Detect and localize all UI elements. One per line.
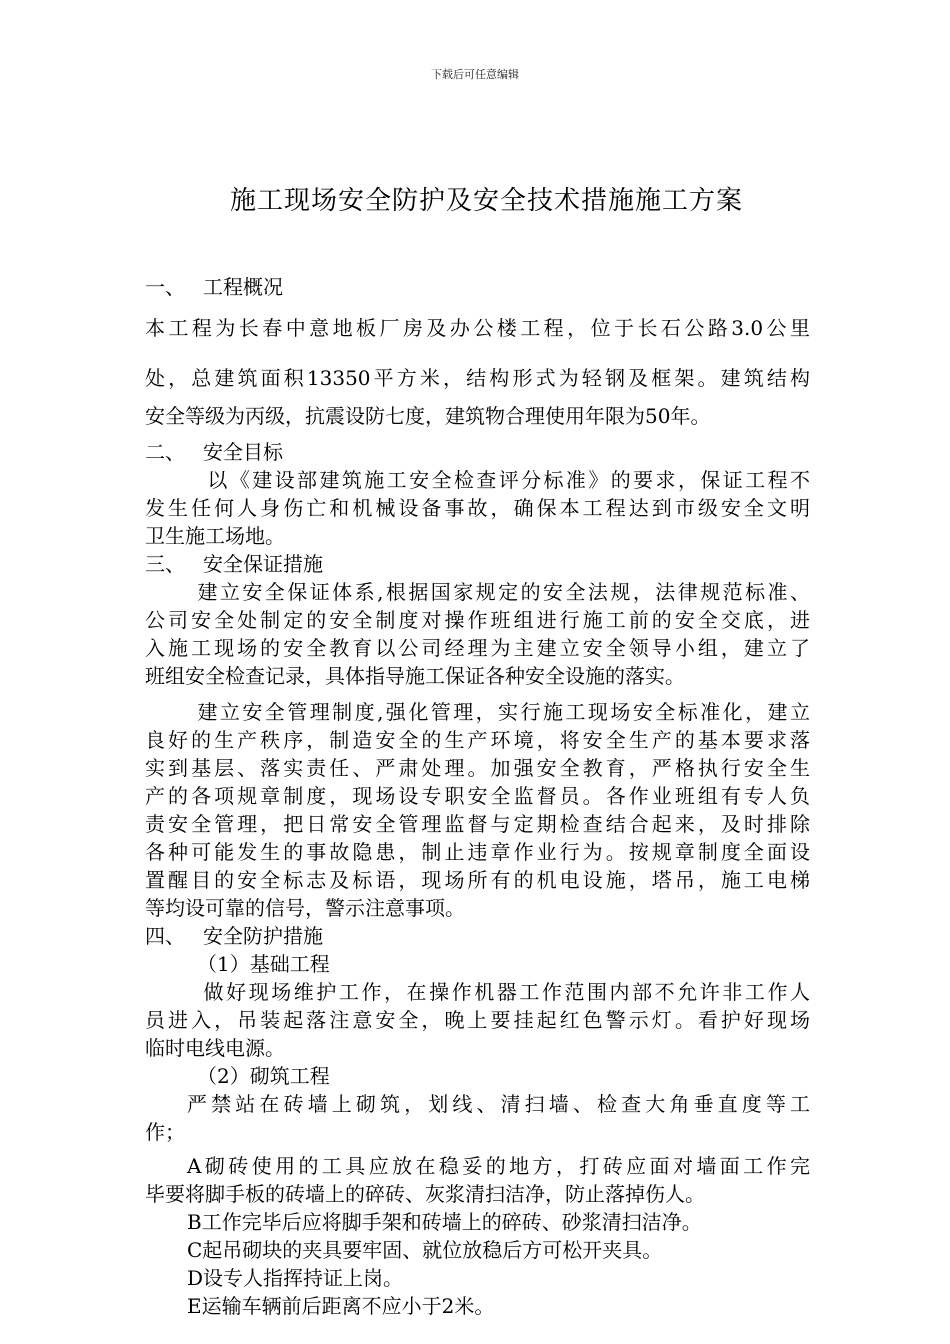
section-number: 二、 — [145, 440, 185, 464]
paragraph-line: 严禁站在砖墙上砌筑，划线、清扫墙、检查大角垂直度等工 — [187, 1092, 810, 1116]
paragraph-line: 等均设可靠的信号，警示注意事项。 — [145, 896, 465, 920]
list-item-e: E运输车辆前后距离不应小于2米。 — [187, 1294, 495, 1318]
section-number: 四、 — [145, 924, 185, 948]
paragraph-line: 产的各项规章制度，现场设专职安全监督员。各作业班组有专人负 — [145, 784, 810, 808]
paragraph-line: 本工程为长春中意地板厂房及办公楼工程，位于长石公路3.0公里 — [145, 316, 810, 340]
document-body — [145, 272, 810, 1320]
subsection-heading: （1）基础工程 — [197, 952, 330, 976]
paragraph-line: 卫生施工场地。 — [145, 524, 285, 548]
section-heading-3 — [145, 550, 810, 578]
paragraph-line: 建立安全保证体系,根据国家规定的安全法规，法律规范标准、 — [175, 580, 810, 604]
paragraph-line: 良好的生产秩序，制造安全的生产环境，将安全生产的基本要求落 — [145, 728, 810, 752]
list-item-c: C起吊砌块的夹具要牢固、就位放稳后方可松开夹具。 — [187, 1238, 663, 1262]
subsection-heading: （2）砌筑工程 — [197, 1064, 330, 1088]
paragraph-line: 入施工现场的安全教育以公司经理为主建立安全领导小组，建立了 — [145, 636, 810, 660]
section-number: 三、 — [145, 552, 185, 576]
paragraph-line: 实到基层、落实责任、严肃处理。加强安全教育，严格执行安全生 — [145, 756, 810, 780]
list-item-a-cont: 毕要将脚手板的砖墙上的碎砖、灰浆清扫洁净，防止落掉伤人。 — [145, 1182, 705, 1206]
section-title: 安全防护措施 — [203, 924, 323, 948]
paragraph-line: 作； — [145, 1120, 185, 1144]
paragraph-line: 置醒目的安全标志及标语，现场所有的机电设施，塔吊，施工电梯 — [145, 868, 810, 892]
paragraph-line: 发生任何人身伤亡和机械设备事故，确保本工程达到市级安全文明 — [145, 496, 810, 520]
paragraph-line: 各种可能发生的事故隐患，制止违章作业行为。按规章制度全面设 — [145, 840, 810, 864]
paragraph-line: 处，总建筑面积13350平方米，结构形式为轻钢及框架。建筑结构 — [145, 366, 810, 390]
section-heading-1 — [145, 272, 810, 302]
paragraph-line: 以《建设部建筑施工安全检查评分标准》的要求，保证工程不 — [185, 468, 810, 492]
section-title: 安全保证措施 — [203, 552, 323, 576]
paragraph-line: 安全等级为丙级，抗震设防七度，建筑物合理使用年限为50年。 — [145, 404, 711, 428]
section-title: 工程概况 — [203, 275, 283, 299]
paragraph-line: 班组安全检查记录，具体指导施工保证各种安全设施的落实。 — [145, 664, 685, 688]
list-item-d: D设专人指挥持证上岗。 — [187, 1266, 404, 1290]
list-item-b: B工作完毕后应将脚手架和砖墙上的碎砖、砂浆清扫洁净。 — [187, 1210, 702, 1234]
paragraph-line: 员进入，吊装起落注意安全，晚上要挂起红色警示灯。看护好现场 — [145, 1008, 810, 1032]
section-heading-2 — [145, 438, 810, 466]
paragraph-line: 建立安全管理制度,强化管理，实行施工现场安全标准化，建立 — [175, 700, 810, 724]
section-heading-4 — [145, 922, 810, 950]
document-title: 施工现场安全防护及安全技术措施施工方案 — [230, 186, 744, 216]
paragraph-line: 公司安全处制定的安全制度对操作班组进行施工前的安全交底，进 — [145, 608, 810, 632]
paragraph-line: 责安全管理，把日常安全管理监督与定期检查结合起来，及时排除 — [145, 812, 810, 836]
paragraph-line: 临时电线电源。 — [145, 1036, 285, 1060]
header-note: 下载后可任意编辑 — [431, 68, 519, 81]
list-item-a: A砌砖使用的工具应放在稳妥的地方，打砖应面对墙面工作完 — [187, 1154, 810, 1178]
section-title: 安全目标 — [203, 440, 283, 464]
paragraph-line: 做好现场维护工作，在操作机器工作范围内部不允许非工作人 — [181, 980, 810, 1004]
section-number: 一、 — [145, 275, 185, 299]
